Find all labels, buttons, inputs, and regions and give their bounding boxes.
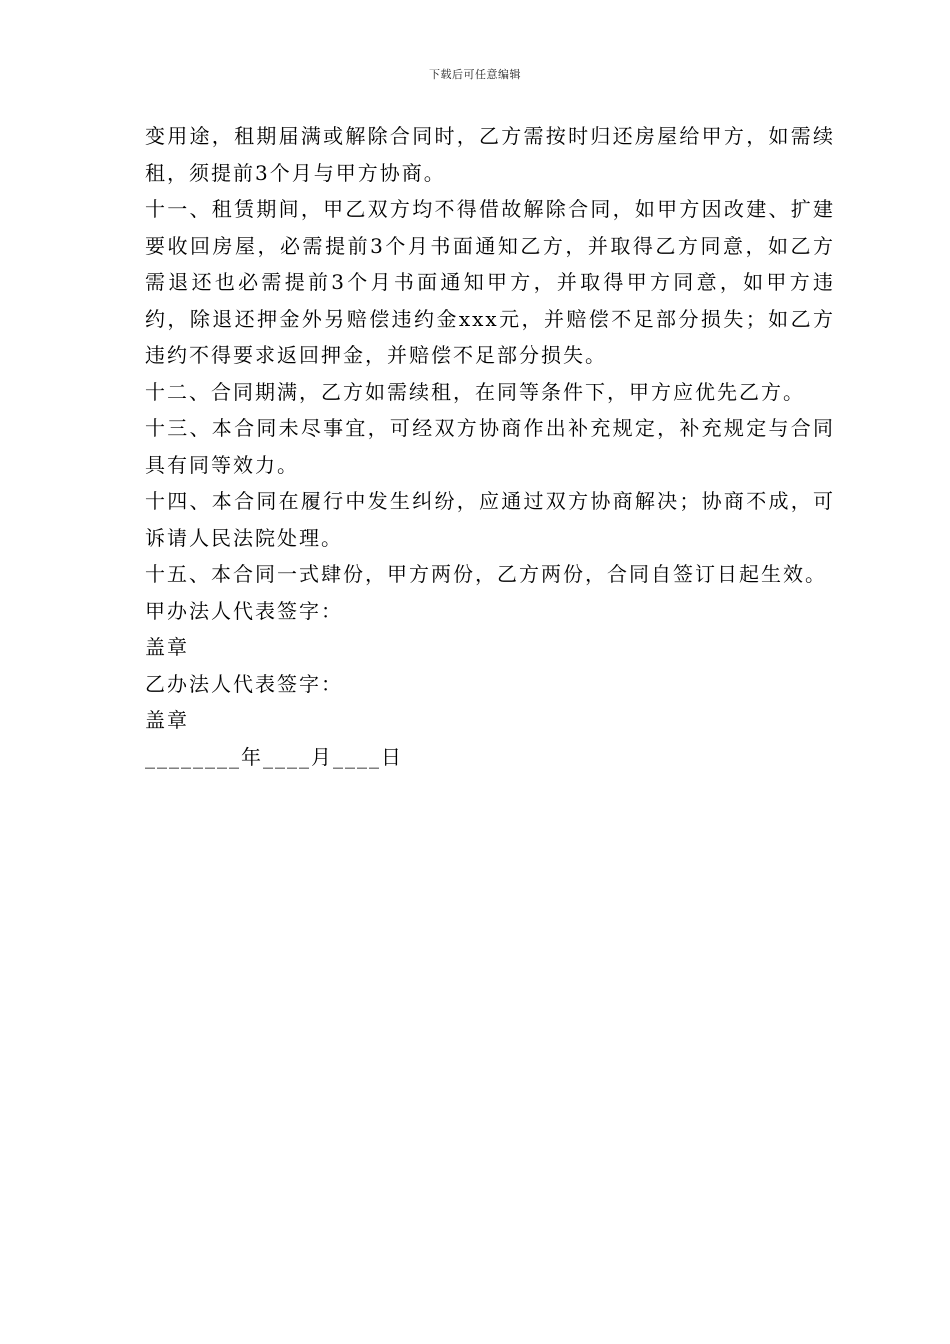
contract-body xyxy=(145,118,835,775)
date-line: ________年____月____日 xyxy=(145,744,403,769)
signature-block xyxy=(145,593,835,776)
party-a-signature-label: 甲办法人代表签字： xyxy=(145,598,343,623)
paragraph-clause-14: 十四、本合同在履行中发生纠纷，应通过双方协商解决；协商不成，可诉请人民法院处理。 xyxy=(145,489,835,550)
paragraph-clause-15: 十五、本合同一式肆份，甲方两份，乙方两份，合同自签订日起生效。 xyxy=(145,562,827,586)
page-header: 下载后可任意编辑 xyxy=(429,68,521,81)
party-a-seal-label: 盖章 xyxy=(145,635,189,659)
paragraph-usage-clause: 变用途，租期届满或解除合同时，乙方需按时归还房屋给甲方，如需续租，须提前3个月与甲方协商。 xyxy=(145,124,835,185)
paragraph-clause-13: 十三、本合同未尽事宜，可经双方协商作出补充规定，补充规定与合同具有同等效力。 xyxy=(145,416,835,477)
paragraph-clause-12: 十二、合同期满，乙方如需续租，在同等条件下，甲方应优先乙方。 xyxy=(145,379,805,404)
paragraph-clause-11: 十一、租赁期间，甲乙双方均不得借故解除合同，如甲方因改建、扩建要收回房屋，必需提前3个月书面通知乙方，并取得乙方同意，如乙方需退还也必需提前3个月书面通知甲方，并取得甲方同意，如甲方违约，除退还押金外另赔偿违约金xxx元，并赔偿不足部分损失；如乙方违约不得要求返回押金，并赔偿不足部分损失。 xyxy=(145,197,835,367)
party-b-signature-label: 乙办法人代表签字： xyxy=(145,671,343,696)
party-b-seal-label: 盖章 xyxy=(145,708,189,732)
